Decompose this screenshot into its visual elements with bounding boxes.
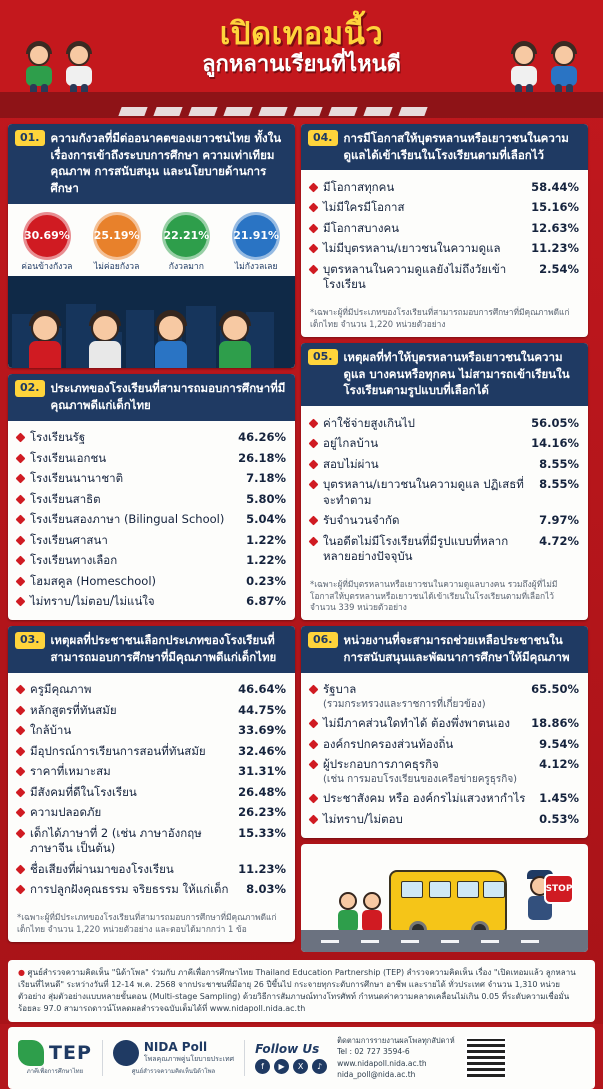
row-value: 46.64% [238,682,286,697]
card-05 [301,343,588,620]
road-decoration [301,930,588,952]
data-row [310,789,579,810]
contact-title: ติดตามการรายงานผลโพลทุกสัปดาห์ [337,1036,455,1046]
tep-mark-icon [18,1040,44,1066]
bullet-icon [16,515,26,525]
content-columns [0,118,603,958]
kid-figure [22,310,68,368]
row-value: 44.75% [238,702,286,717]
bullet-icon [16,767,26,777]
card-04-question: การมีโอกาสให้บุตรหลานหรือเยาวชนในความดูแลได้เข้าเรียนในโรงเรียนตามที่เลือกไว้ [343,131,569,162]
data-row [17,428,286,449]
row-label: ใกล้บ้าน [30,723,72,738]
row-value: 0.53% [539,811,579,826]
bullet-icon [16,746,26,756]
row-label [323,682,531,711]
bullet-icon [309,480,319,490]
bullet-icon [309,719,319,729]
row-value: 8.55% [539,477,579,492]
kid-figure [359,892,385,932]
card-03-number: 03. [15,632,45,648]
row-label: การปลูกฝังคุณธรรม จริยธรรม ให้แก่เด็ก [30,882,229,897]
data-row [17,510,286,531]
school-bus-illustration [301,844,588,952]
donut-label: กังวลมาก [168,261,204,272]
bullet-icon [309,203,319,213]
card-02-body [8,421,295,621]
row-value: 7.97% [539,513,579,528]
card-05-header [301,343,588,406]
tep-name: TEP [49,1041,92,1064]
methodology-text: ศูนย์สำรวจความคิดเห็น "นิด้าโพล" ร่วมกับ ภาคีเพื่อการศึกษาไทย Thailand Education Partnership (TEP) สำรวจความคิดเห็น เรื่อง "เปิดเทอมแล้ว ลูกหลานเรียนที่ไหนดี" ระหว่างวันที่ 12-14 พ.ค. 2568 จากประชาชนที่มีอายุ 26 ปีขึ้นไป กระจายทุกระดับการศึกษา อาชีพ และรายได้ ทั่วประเทศ จำนวน 1,310 หน่วยตัวอย่าง สุ่มตัวอย่างแบบหลายขั้นตอน (Multi-stage Sampling) ด้วยวิธีการสัมภาษณ์ทางโทรศัพท์ กำหนดค่าความคลาดเคลื่อนไม่เกิน 0.05 ที่ระดับความเชื่อมั่น ร้อยละ 97.0 สามารถดาวน์โหลดผลสำรวจฉบับเต็มได้ที่ www.nidapoll.nida.ac.th [18,967,576,1013]
card-06-question: หน่วยงานที่จะสามารถช่วยเหลือประชาชนในการสนับสนุนและพัฒนาการศึกษาให้มีคุณภาพ [343,633,570,664]
card-01-header [8,124,295,204]
data-row [17,721,286,742]
row-label: เด็กได้ภาษาที่ 2 (เช่น ภาษาอังกฤษ ภาษาจีน เป็นต้น) [30,825,202,856]
row-label: โรงเรียนเอกชน [30,450,107,465]
donut-label: ไม่ค่อยกังวล [93,261,140,272]
bullet-icon [309,536,319,546]
kids-illustration [8,308,295,368]
bullet-icon [309,685,319,695]
row-value: 2.54% [539,261,579,276]
contact-email[interactable]: nida_poll@nida.ac.th [337,1069,416,1079]
card-01-number: 01. [15,130,45,146]
row-value: 8.03% [246,882,286,897]
row-label: โรงเรียนทางเลือก [30,553,118,568]
row-label: ไม่ทราบ/ไม่ตอบ/ไม่แน่ใจ [30,594,155,609]
stop-sign-icon: STOP [544,874,574,904]
card-01-question: ความกังวลที่มีต่ออนาคตของเยาวชนไทย ทั้งในเรื่องการเข้าถึงระบบการศึกษา ความเท่าเทียม คุณภาพ การสนับสนุน และนโยบายด้านการศึกษา [50,131,282,196]
data-row [310,259,579,295]
data-row [17,859,286,880]
bullet-icon [16,474,26,484]
page-subtitle: ลูกหลานเรียนที่ไหนดี [202,52,401,77]
header-banner [0,0,603,118]
row-label: ค่าใช้จ่ายสูงเกินไป [323,415,415,430]
tep-logo [18,1040,92,1076]
data-row [310,218,579,239]
bullet-icon [309,182,319,192]
row-label: ครูมีคุณภาพ [30,682,92,697]
bullet-icon [16,864,26,874]
bullet-icon [16,726,26,736]
card-02-number: 02. [15,380,45,396]
page-title: เปิดเทอมนี้ว [219,16,384,52]
nida-logo [113,1040,234,1076]
row-label: ไม่มีภาคส่วนใดทำได้ ต้องพึ่งพาตนเอง [323,716,511,731]
data-row [17,782,286,803]
row-value: 46.26% [238,430,286,445]
bullet-icon [16,576,26,586]
data-row [17,880,286,901]
bullet-icon [16,433,26,443]
bullet-icon [16,705,26,715]
data-row [310,531,579,567]
bus-icon [389,870,507,932]
card-06-number: 06. [308,632,338,648]
donut-value: 30.69% [23,212,71,260]
data-row [17,803,286,824]
donut-item [12,212,82,273]
card-02 [8,374,295,620]
card-04-note: *เฉพาะผู้ที่มีประเภทของโรงเรียนที่สามารถมอบการศึกษาที่มีคุณภาพดีแก่เด็กไทย จำนวน 1,220 หน่วยตัวอย่าง [310,307,570,329]
data-row [17,489,286,510]
data-row [310,755,579,789]
row-label: ชื่อเสียงที่ผ่านมาของโรงเรียน [30,861,174,876]
data-row [17,741,286,762]
row-label: โรงเรียนศาสนา [30,532,108,547]
card-03 [8,626,295,942]
data-row [310,454,579,475]
bullet-icon [16,885,26,895]
row-label: มีโอกาสบางคน [323,220,400,235]
data-row [310,680,579,714]
row-label: มีสังคมที่ดีในโรงเรียน [30,784,137,799]
contact-block [337,1035,455,1080]
x-twitter-icon[interactable]: X [293,1059,308,1074]
row-label: สอบไม่ผ่าน [323,456,379,471]
row-label: บุตรหลานในความดูแลยังไม่ถึงวัยเข้าโรงเรียน [323,261,507,292]
bullet-icon [16,685,26,695]
row-label: มีโอกาสทุกคน [323,179,395,194]
row-label-main: รัฐบาล [323,682,357,697]
bullet-icon [309,244,319,254]
card-05-question: เหตุผลที่ทำให้บุตรหลานหรือเยาวชนในความดูแล บางคนหรือทุกคน ไม่สามารถเข้าเรียนในโรงเรียนตามรูปแบบที่เลือกได้ [343,350,570,398]
bullet-icon [309,794,319,804]
data-row [17,448,286,469]
row-value: 11.23% [238,861,286,876]
donut-label: ค่อนข้างกังวล [21,261,73,272]
row-value: 7.18% [246,471,286,486]
right-column [301,124,588,958]
card-03-header [8,626,295,672]
row-label: ไม่ทราบ/ไม่ตอบ [323,811,403,826]
data-row [310,177,579,198]
row-value: 15.16% [531,200,579,215]
row-label-sub: (เช่น การมอบโรงเรียนของเครือข่ายครูธุรกิจ) [323,773,518,785]
donut-item [221,212,291,273]
divider [102,1040,103,1076]
row-value: 18.86% [531,716,579,731]
row-value: 31.31% [238,764,286,779]
row-value: 26.23% [238,805,286,820]
data-row [17,700,286,721]
card-05-body [301,406,588,575]
data-row [310,239,579,260]
kid-figure [148,310,194,368]
row-label: โฮมสคูล (Homeschool) [30,573,156,588]
nida-title: NIDA Poll [143,1039,208,1054]
row-label: ประชาสังคม หรือ องค์กรไม่แสวงหากำไร [323,791,526,806]
row-value: 4.12% [539,757,579,772]
row-value: 12.63% [531,220,579,235]
bullet-icon [16,808,26,818]
follow-block [255,1042,327,1074]
donut-item [152,212,222,273]
row-value: 5.04% [246,512,286,527]
row-value: 0.23% [246,573,286,588]
row-label: ในอดีตไม่มีโรงเรียนที่มีรูปแบบที่หลากหลายอย่างปัจจุบัน [323,533,509,564]
tiktok-icon[interactable]: ♪ [312,1059,327,1074]
row-label: ราคาที่เหมาะสม [30,764,111,779]
donut-value: 22.21% [162,212,210,260]
row-value: 65.50% [531,682,579,697]
row-value: 26.48% [238,784,286,799]
row-value: 6.87% [246,594,286,609]
card-06-header [301,626,588,672]
kid-figure [212,310,258,368]
card-03-body [8,673,295,909]
row-label: โรงเรียนสองภาษา (Bilingual School) [30,512,225,527]
row-value: 11.23% [531,241,579,256]
bullet-icon [16,556,26,566]
row-value: 56.05% [531,415,579,430]
bullet-icon [16,535,26,545]
row-value: 15.33% [238,825,286,840]
data-row [310,511,579,532]
row-label: โรงเรียนสาธิต [30,491,101,506]
data-row [310,198,579,219]
row-label [323,757,533,786]
card-01-donuts [8,204,295,277]
star-icon: ● [18,967,25,977]
data-row [310,475,579,511]
bullet-icon [309,760,319,770]
row-label-main: ผู้ประกอบการภาคธุรกิจ [323,757,439,772]
donut-item [82,212,152,273]
card-04-header [301,124,588,170]
bullet-icon [309,439,319,449]
divider [244,1040,245,1076]
row-value: 14.16% [531,436,579,451]
tep-caption: ภาคีเพื่อการศึกษาไทย [26,1067,84,1075]
row-value: 1.45% [539,791,579,806]
crosswalk-decoration [0,92,603,118]
bullet-icon [16,828,26,838]
bullet-icon [16,787,26,797]
contact-website[interactable]: www.nidapoll.nida.ac.th [337,1058,427,1068]
row-value: 1.22% [246,532,286,547]
bullet-icon [16,453,26,463]
data-row [17,469,286,490]
data-row [310,434,579,455]
donut-value: 21.91% [232,212,280,260]
donut-label: ไม่กังวลเลย [234,261,278,272]
row-label: รับจำนวนจำกัด [323,513,400,528]
data-row [310,714,579,735]
donut-value: 25.19% [93,212,141,260]
youtube-icon[interactable]: ▶ [274,1059,289,1074]
row-label-sub: (รวมกระทรวงและราชการที่เกี่ยวข้อง) [323,698,486,710]
card-06 [301,626,588,837]
follow-label: Follow Us [255,1041,320,1056]
card-05-note: *เฉพาะผู้ที่มีบุตรหลานหรือเยาวชนในความดูแลบางคน รวมถึงผู้ที่ไม่มีโอกาสให้บุตรหลานหรือเยาวชนได้เข้าเรียนในโรงเรียนตามที่เลือกไว้ จำนวน 339 หน่วยตัวอย่าง [310,579,558,612]
kid-figure [335,892,361,932]
card-05-number: 05. [308,349,338,365]
row-value: 5.80% [246,491,286,506]
bullet-icon [16,494,26,504]
row-value: 1.22% [246,553,286,568]
card-03-question: เหตุผลที่ประชาชนเลือกประเภทของโรงเรียนที่สามารถมอบการศึกษาที่มีคุณภาพดีแก่เด็กไทย [50,633,277,665]
card-04-body [301,170,588,303]
row-label: หลักสูตรที่ทันสมัย [30,702,117,717]
row-label: อยู่ไกลบ้าน [323,436,379,451]
card-02-question: ประเภทของโรงเรียนที่สามารถมอบการศึกษาที่มีคุณภาพดีแก่เด็กไทย [50,381,286,413]
data-row [17,680,286,701]
bullet-icon [309,223,319,233]
data-row [310,413,579,434]
bullet-icon [309,418,319,428]
bullet-icon [309,814,319,824]
data-row [17,571,286,592]
bullet-icon [309,264,319,274]
row-label: มีอุปกรณ์การเรียนการสอนที่ทันสมัย [30,743,206,758]
row-value: 58.44% [531,179,579,194]
nida-caption: ศูนย์สำรวจความคิดเห็นนิด้าโพล [131,1067,216,1075]
card-01 [8,124,295,368]
facebook-icon[interactable]: f [255,1059,270,1074]
data-row [310,734,579,755]
kid-figure [82,310,128,368]
row-value: 33.69% [238,723,286,738]
card-03-note: *เฉพาะผู้ที่มีประเภทของโรงเรียนที่สามารถมอบการศึกษาที่มีคุณภาพดีแก่เด็กไทย จำนวน 1,220 หน่วยตัวอย่าง และตอบได้มากกว่า 1 ข้อ [17,912,277,934]
bullet-icon [309,739,319,749]
card-04 [301,124,588,337]
data-row [17,592,286,613]
row-value: 8.55% [539,456,579,471]
qr-code[interactable] [465,1037,507,1079]
row-label: ไม่มีบุตรหลาน/เยาวชนในความดูแล [323,241,501,256]
card-02-header [8,374,295,420]
methodology-note [8,960,595,1022]
row-value: 9.54% [539,736,579,751]
bullet-icon [309,459,319,469]
card-04-number: 04. [308,130,338,146]
row-label: บุตรหลาน/เยาวชนในความดูแล ปฏิเสธที่จะทำตาม [323,477,524,507]
data-row [17,823,286,859]
bullet-icon [309,516,319,526]
contact-phone: Tel : 02 727 3594-6 [337,1047,410,1057]
footer-bar [8,1027,595,1089]
nida-mark-icon [113,1040,139,1066]
row-value: 26.18% [238,450,286,465]
data-row [17,551,286,572]
row-label: โรงเรียนนานาชาติ [30,471,124,486]
data-row [310,809,579,830]
nida-subtitle: โพลคุณภาพคู่นโยบายประเทศ [143,1054,235,1063]
row-label: องค์กรปกครองส่วนท้องถิ่น [323,736,454,751]
bullet-icon [16,597,26,607]
row-label: โรงเรียนรัฐ [30,430,86,445]
row-value: 32.46% [238,743,286,758]
data-row [17,762,286,783]
row-label: ไม่มีใครมีโอกาส [323,200,405,215]
row-value: 4.72% [539,533,579,548]
data-row [17,530,286,551]
city-illustration [8,276,295,368]
card-06-body [301,673,588,838]
left-column [8,124,295,958]
row-label: ความปลอดภัย [30,805,102,820]
